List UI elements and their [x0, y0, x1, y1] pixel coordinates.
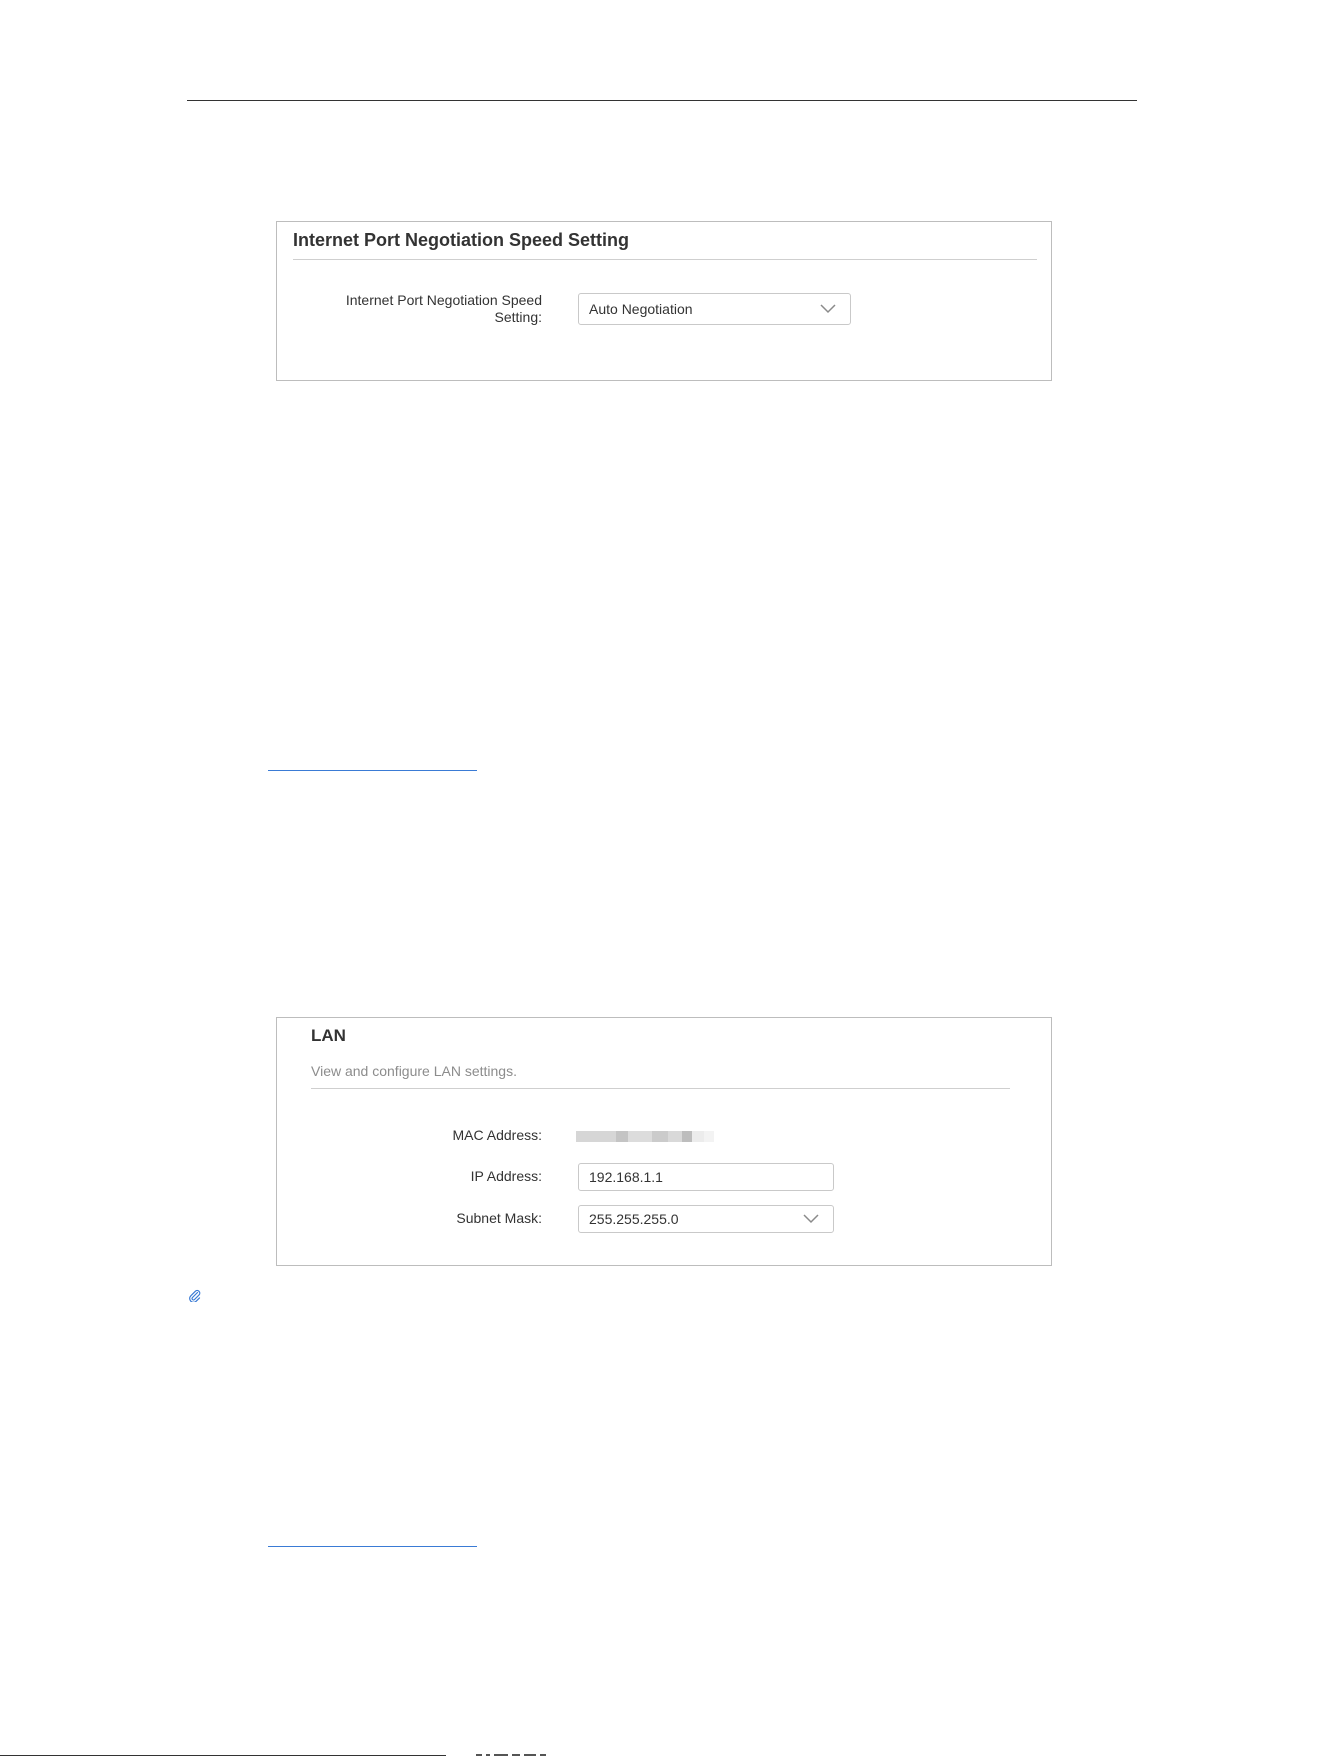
- lan-panel: [276, 1017, 1052, 1266]
- speed-setting-selected-value: Auto Negotiation: [589, 301, 693, 317]
- lan-panel-description: View and configure LAN settings.: [311, 1063, 517, 1079]
- subnet-mask-label: Subnet Mask:: [456, 1210, 542, 1226]
- section-link-underline[interactable]: [268, 770, 477, 771]
- mac-address-label: MAC Address:: [452, 1127, 542, 1143]
- speed-panel-title: Internet Port Negotiation Speed Setting: [293, 230, 630, 250]
- ip-address-input[interactable]: [578, 1163, 834, 1191]
- lan-panel-divider: [311, 1088, 1010, 1089]
- page-footer-rule: [0, 1755, 446, 1756]
- footer-decoration: [476, 1753, 576, 1757]
- ip-address-value: 192.168.1.1: [589, 1169, 663, 1185]
- chevron-down-icon: [803, 1214, 819, 1224]
- mac-address-value-redacted: [576, 1131, 714, 1142]
- subnet-mask-value: 255.255.255.0: [589, 1211, 679, 1227]
- section-link-underline[interactable]: [268, 1546, 477, 1547]
- ip-address-label: IP Address:: [470, 1168, 542, 1184]
- paperclip-icon: [188, 1289, 201, 1302]
- speed-setting-select[interactable]: [578, 293, 851, 325]
- speed-setting-label: Internet Port Negotiation Speed Setting:: [345, 292, 542, 325]
- speed-setting-panel: [276, 221, 1052, 381]
- subnet-mask-select[interactable]: [578, 1205, 834, 1233]
- lan-panel-title: LAN: [311, 1026, 346, 1045]
- page-header-rule: [187, 100, 1137, 101]
- chevron-down-icon: [820, 304, 836, 314]
- speed-panel-divider: [293, 259, 1037, 260]
